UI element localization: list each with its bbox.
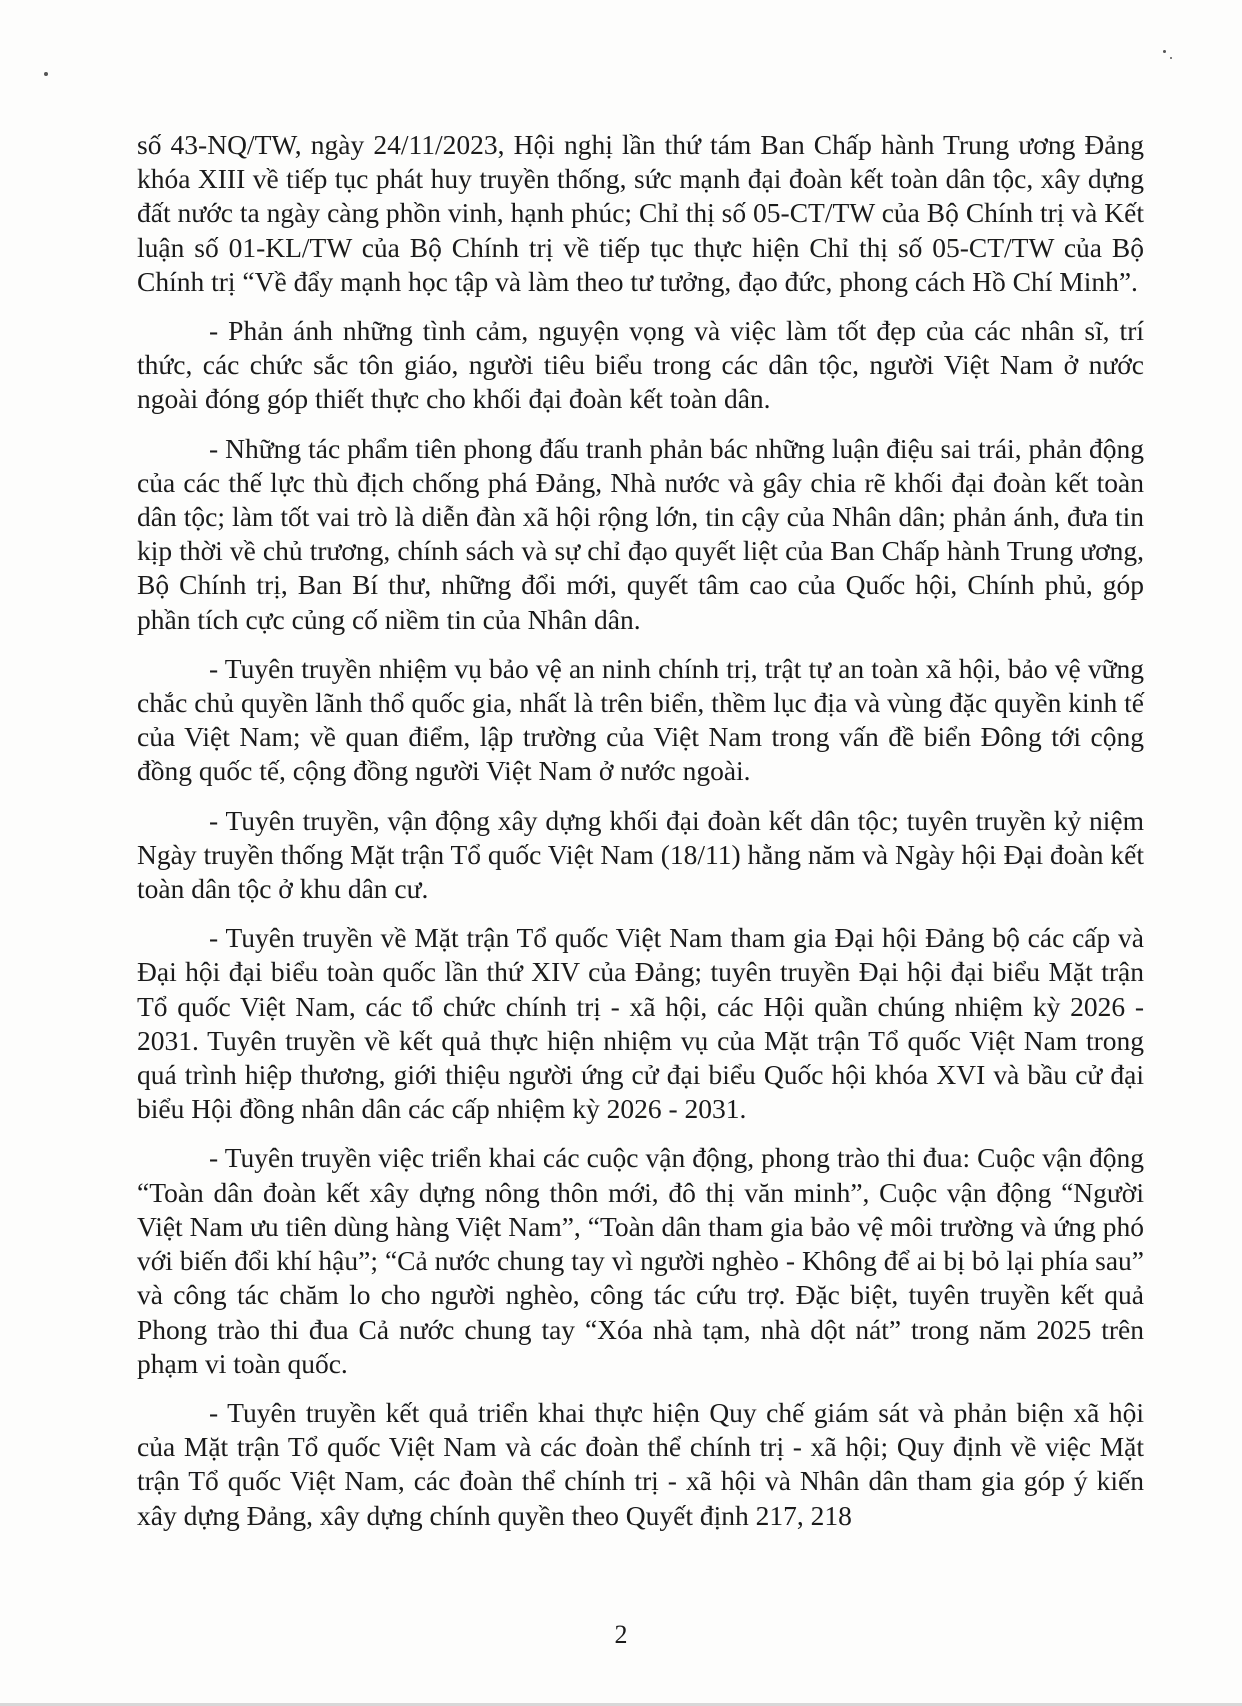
scan-speck <box>1170 57 1172 59</box>
paragraph: - Phản ánh những tình cảm, nguyện vọng và việc làm tốt đẹp của các nhân sĩ, trí thức, các chức sắc tôn giáo, người tiêu biểu trong các dân tộc, người Việt Nam ở nước ngoài đóng góp thiết thực cho khối đại đoàn kết toàn dân. <box>137 315 1144 415</box>
paragraph: - Tuyên truyền về Mặt trận Tổ quốc Việt Nam tham gia Đại hội Đảng bộ các cấp và Đại hội đại biểu toàn quốc lần thứ XIV của Đảng; tuyên truyền Đại hội đại biểu Mặt trận Tổ quốc Việt Nam, các tổ chức chính trị - xã hội, các Hội quần chúng nhiệm kỳ 2026 - 2031. Tuyên truyền về kết quả thực hiện nhiệm vụ của Mặt trận Tổ quốc Việt Nam trong quá trình hiệp thương, giới thiệu người ứng cử đại biểu Quốc hội khóa XVI và bầu cử đại biểu Hội đồng nhân dân các cấp nhiệm kỳ 2026 - 2031. <box>137 922 1144 1125</box>
paragraph: - Tuyên truyền việc triển khai các cuộc vận động, phong trào thi đua: Cuộc vận động “Toàn dân đoàn kết xây dựng nông thôn mới, đô thị văn minh”, Cuộc vận động “Người Việt Nam ưu tiên dùng hàng Việt Nam”, “Toàn dân tham gia bảo vệ môi trường và ứng phó với biến đổi khí hậu”; “Cả nước chung tay vì người nghèo - Không để ai bị bỏ lại phía sau” và công tác chăm lo cho người nghèo, công tác cứu trợ. Đặc biệt, tuyên truyền kết quả Phong trào thi đua Cả nước chung tay “Xóa nhà tạm, nhà dột nát” trong năm 2025 trên phạm vi toàn quốc. <box>137 1142 1144 1379</box>
paragraph: - Tuyên truyền, vận động xây dựng khối đại đoàn kết dân tộc; tuyên truyền kỷ niệm Ngày truyền thống Mặt trận Tổ quốc Việt Nam (18/11) hằng năm và Ngày hội Đại đoàn kết toàn dân tộc ở khu dân cư. <box>137 804 1144 905</box>
paragraph: - Tuyên truyền kết quả triển khai thực hiện Quy chế giám sát và phản biện xã hội của Mặt trận Tổ quốc Việt Nam và các đoàn thể chính trị - xã hội; Quy định về việc Mặt trận Tổ quốc Việt Nam, các đoàn thể chính trị - xã hội và Nhân dân tham gia góp ý kiến xây dựng Đảng, xây dựng chính quyền theo Quyết định 217, 218 <box>137 1396 1144 1531</box>
scan-speck <box>1163 50 1166 53</box>
paragraph: - Những tác phẩm tiên phong đấu tranh phản bác những luận điệu sai trái, phản động của các thế lực thù địch chống phá Đảng, Nhà nước và gây chia rẽ khối đại đoàn kết toàn dân tộc; làm tốt vai trò là diễn đàn xã hội rộng lớn, tin cậy của Nhân dân; phản ánh, đưa tin kịp thời về chủ trương, chính sách và sự chỉ đạo quyết liệt của Ban Chấp hành Trung ương, Bộ Chính trị, Ban Bí thư, những đổi mới, quyết tâm cao của Quốc hội, Chính phủ, góp phần tích cực củng cố niềm tin của Nhân dân. <box>137 432 1144 635</box>
scan-speck <box>44 72 48 76</box>
page-number: 2 <box>614 1620 628 1649</box>
paragraph: số 43-NQ/TW, ngày 24/11/2023, Hội nghị lần thứ tám Ban Chấp hành Trung ương Đảng khóa XIII về tiếp tục phát huy truyền thống, sức mạnh đại đoàn kết toàn dân tộc, xây dựng đất nước ta ngày càng phồn vinh, hạnh phúc; Chỉ thị số 05-CT/TW của Bộ Chính trị và Kết luận số 01-KL/TW của Bộ Chính trị về tiếp tục thực hiện Chỉ thị số 05-CT/TW của Bộ Chính trị “Về đẩy mạnh học tập và làm theo tư tưởng, đạo đức, phong cách Hồ Chí Minh”. <box>137 129 1144 297</box>
document-body <box>137 128 1144 1548</box>
paragraph: - Tuyên truyền nhiệm vụ bảo vệ an ninh chính trị, trật tự an toàn xã hội, bảo vệ vững chắc chủ quyền lãnh thổ quốc gia, nhất là trên biển, thềm lục địa và vùng đặc quyền kinh tế của Việt Nam; về quan điểm, lập trường của Việt Nam trong vấn đề biển Đông tới cộng đồng quốc tế, cộng đồng người Việt Nam ở nước ngoài. <box>137 652 1144 787</box>
